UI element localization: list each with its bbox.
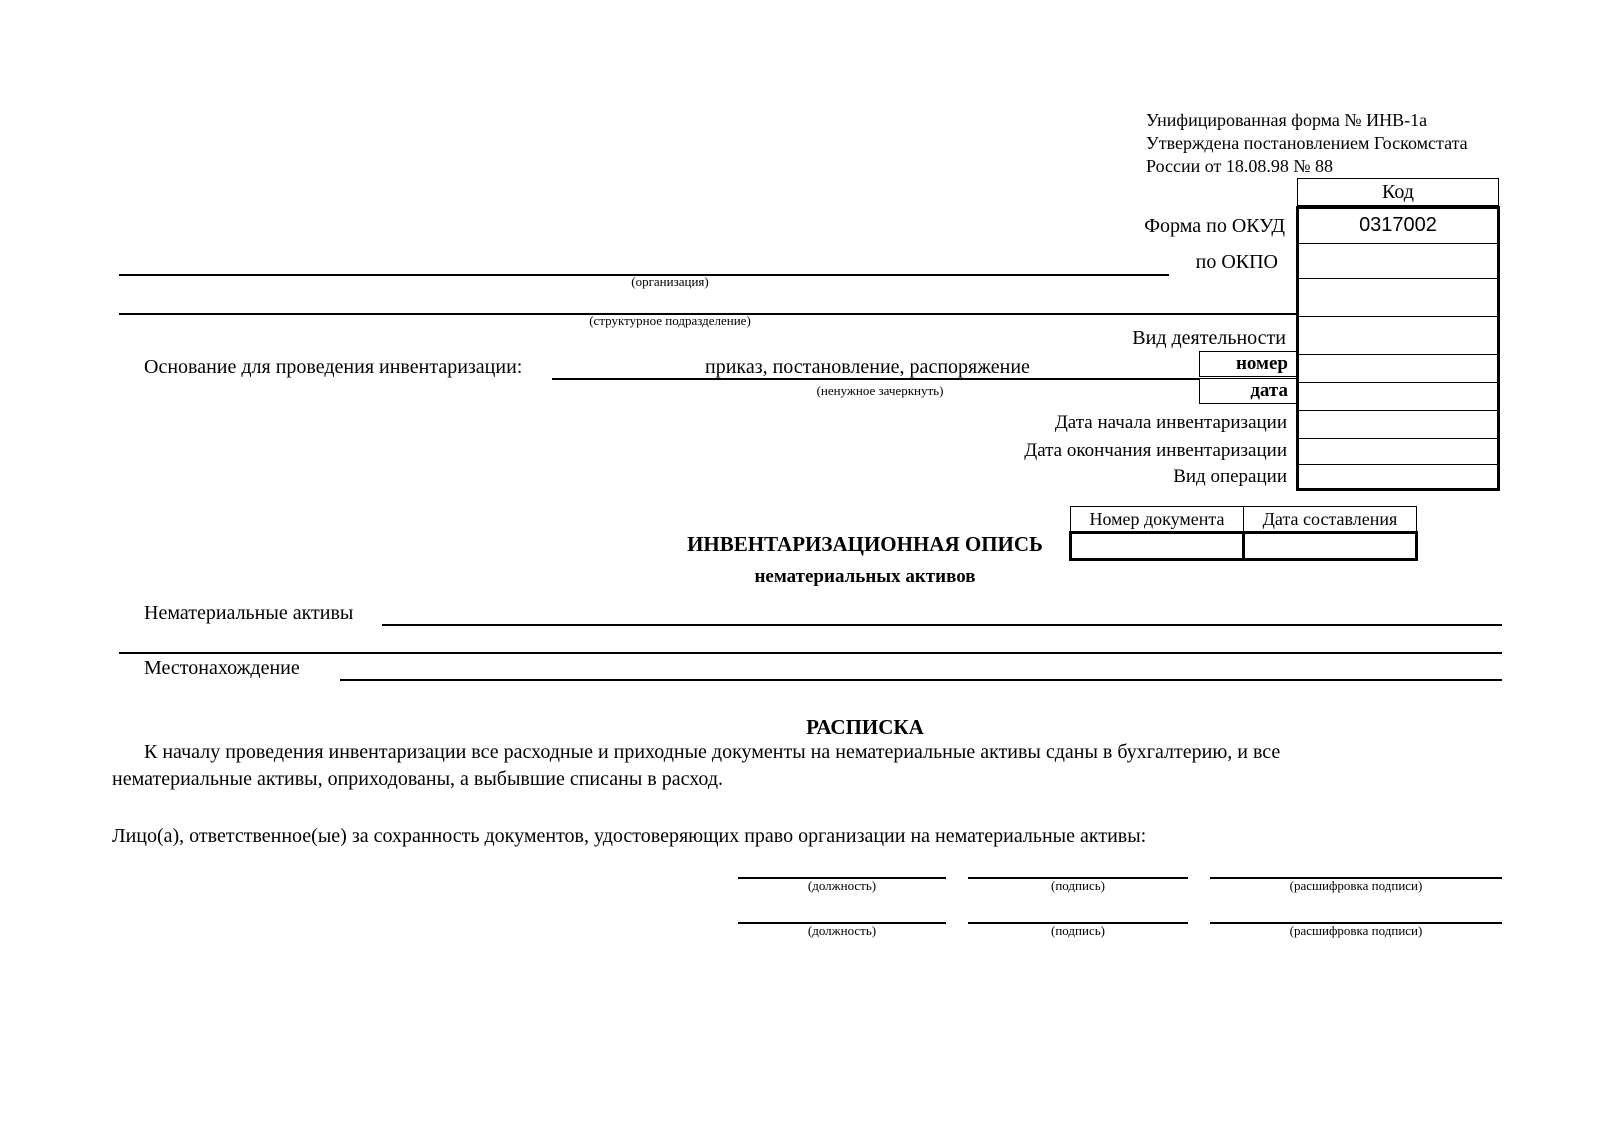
- assets-label: Нематериальные активы: [144, 602, 354, 624]
- okud-label: Форма по ОКУД: [1144, 215, 1285, 237]
- decode-caption-2: (расшифровка подписи): [1289, 923, 1423, 938]
- document-subtitle: нематериальных активов: [754, 566, 976, 587]
- form-header-line3: России от 18.08.98 № 88: [1146, 156, 1334, 176]
- assets-line[interactable]: [382, 624, 1502, 626]
- signature-caption-2: (подпись): [1051, 923, 1105, 938]
- decode-caption-1: (расшифровка подписи): [1289, 878, 1423, 893]
- position-caption-2: (должность): [807, 923, 877, 938]
- position-caption-1: (должность): [807, 878, 877, 893]
- start-date-field[interactable]: [1299, 411, 1497, 439]
- basis-date-field[interactable]: [1299, 383, 1497, 411]
- organization-caption: (организация): [631, 274, 709, 289]
- end-date-field[interactable]: [1299, 439, 1497, 465]
- activity-label: Вид деятельности: [1132, 327, 1286, 349]
- basis-line[interactable]: [552, 378, 1200, 380]
- division-caption: (структурное подразделение): [589, 313, 751, 328]
- receipt-text-line2: нематериальные активы, оприходованы, а выбывшие списаны в расход.: [112, 768, 724, 790]
- responsible-text: Лицо(а), ответственное(ые) за сохранность документов, удостоверяющих право организации на нематериальные активы:: [112, 825, 1147, 847]
- division-code-field[interactable]: [1299, 279, 1497, 317]
- basis-number-field[interactable]: [1299, 355, 1497, 383]
- assets-line-2[interactable]: [119, 652, 1502, 654]
- code-column-header: Код: [1297, 178, 1499, 206]
- okpo-code-field[interactable]: [1299, 244, 1497, 279]
- receipt-title: РАСПИСКА: [806, 715, 924, 739]
- operation-code-field[interactable]: [1299, 465, 1497, 488]
- location-label: Местонахождение: [144, 657, 300, 679]
- start-date-label: Дата начала инвентаризации: [1054, 412, 1287, 433]
- document-title: ИНВЕНТАРИЗАЦИОННАЯ ОПИСЬ: [687, 532, 1043, 556]
- document-number-field[interactable]: [1071, 533, 1244, 560]
- basis-label: Основание для проведения инвентаризации:: [144, 356, 523, 378]
- form-header-line2: Утверждена постановлением Госкомстата: [1146, 133, 1468, 153]
- document-number-header: Номер документа: [1071, 507, 1244, 533]
- end-date-label: Дата окончания инвентаризации: [1024, 440, 1287, 461]
- okud-code-field[interactable]: 0317002: [1299, 209, 1497, 244]
- location-line[interactable]: [340, 679, 1502, 681]
- document-date-field[interactable]: [1244, 533, 1417, 560]
- receipt-text-line1: К началу проведения инвентаризации все расходные и приходные документы на нематериальные активы сданы в бухгалтерию, и все: [144, 741, 1281, 763]
- activity-code-field[interactable]: [1299, 317, 1497, 355]
- okpo-label: по ОКПО: [1195, 251, 1278, 273]
- number-label: номер: [1199, 351, 1297, 377]
- signature-caption-1: (подпись): [1051, 878, 1105, 893]
- operation-label: Вид операции: [1173, 466, 1287, 487]
- basis-value: приказ, постановление, распоряжение: [705, 356, 1030, 378]
- basis-caption: (ненужное зачеркнуть): [816, 383, 944, 398]
- document-table: [1069, 506, 1418, 561]
- document-date-header: Дата составления: [1244, 507, 1417, 533]
- form-header: [1146, 109, 1468, 178]
- code-column: [1296, 206, 1500, 491]
- date-label: дата: [1199, 378, 1297, 404]
- form-header-line1: Унифицированная форма № ИНВ-1а: [1146, 110, 1428, 130]
